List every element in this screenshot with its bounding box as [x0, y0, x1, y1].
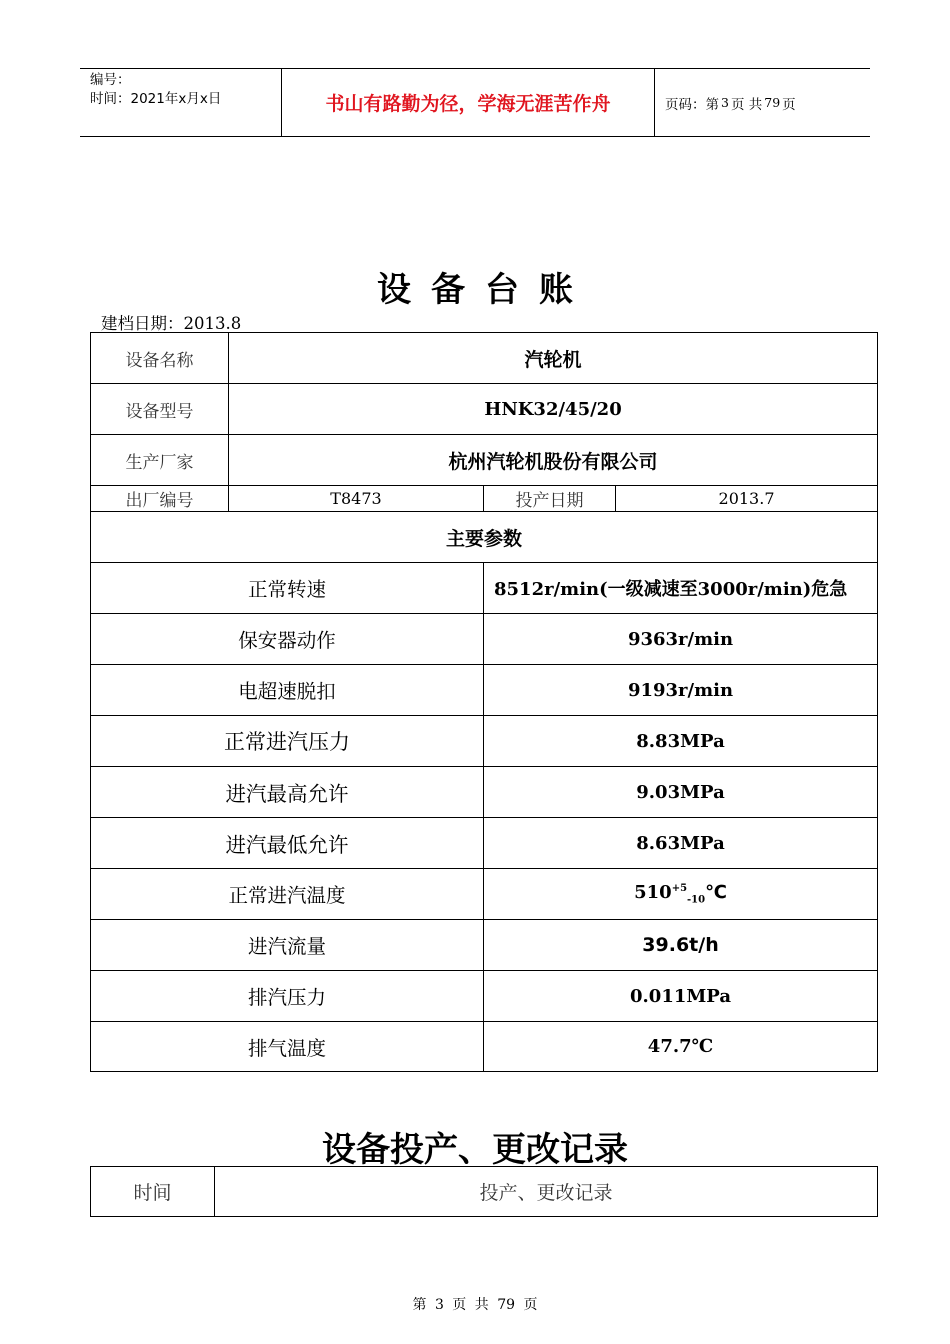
param-row [91, 818, 878, 869]
temp-unit: ℃ [705, 882, 727, 904]
param-value [484, 869, 878, 920]
param-label: 排汽压力 [91, 971, 484, 1022]
records-table [90, 1166, 878, 1217]
param-label: 排气温度 [91, 1022, 484, 1072]
records-col-record: 投产、更改记录 [215, 1167, 878, 1217]
param-label: 进汽最高允许 [91, 767, 484, 818]
temp-lower-tolerance: -10 [687, 894, 706, 906]
param-row [91, 1022, 878, 1072]
param-value: 39.6t/h [484, 920, 878, 971]
page-current: 3 [721, 95, 729, 110]
table-row [91, 486, 878, 512]
serial-value: T8473 [229, 486, 484, 512]
param-row [91, 971, 878, 1022]
param-value: 0.011MPa [484, 971, 878, 1022]
param-label: 保安器动作 [91, 614, 484, 665]
param-label: 正常进汽压力 [91, 716, 484, 767]
param-value: 9193r/min [484, 665, 878, 716]
commission-value: 2013.7 [616, 486, 878, 512]
page-header [80, 68, 870, 137]
header-page-info [665, 69, 796, 136]
model-value: HNK32/45/20 [229, 384, 878, 435]
archive-date: 建档日期：2013.8 [101, 314, 242, 333]
param-value: 47.7℃ [484, 1022, 878, 1072]
header-divider [654, 69, 655, 136]
commission-label: 投产日期 [484, 486, 616, 512]
table-header-row [91, 1167, 878, 1217]
name-value: 汽轮机 [229, 333, 878, 384]
page-prefix: 页码：第 [665, 96, 719, 113]
table-row [91, 333, 878, 384]
param-label: 正常进汽温度 [91, 869, 484, 920]
table-row [91, 435, 878, 486]
param-row [91, 665, 878, 716]
equipment-table [90, 332, 878, 1072]
param-row [91, 920, 878, 971]
serial-label: 出厂编号 [91, 486, 229, 512]
param-row [91, 563, 878, 614]
maker-value: 杭州汽轮机股份有限公司 [229, 435, 878, 486]
param-row [91, 869, 878, 920]
temp-upper-tolerance: +5 [671, 883, 688, 895]
header-time-label: 时间：2021年x月x日 [90, 91, 222, 107]
params-title: 主要参数 [91, 512, 878, 563]
maker-label: 生产厂家 [91, 435, 229, 486]
temp-base: 510 [634, 882, 672, 904]
table-row [91, 384, 878, 435]
table-row [91, 512, 878, 563]
records-title: 设备投产、更改记录 [322, 1130, 628, 1170]
param-value: 8512r/min(一级减速至3000r/min)危急 [484, 563, 878, 614]
page-title: 设备台账 [377, 270, 593, 310]
param-label: 进汽流量 [91, 920, 484, 971]
page-mid: 页 共 [730, 96, 763, 113]
param-value: 8.63MPa [484, 818, 878, 869]
param-value: 9.03MPa [484, 767, 878, 818]
param-label: 电超速脱扣 [91, 665, 484, 716]
page-footer: 第 3 页 共 79 页 [412, 1297, 538, 1313]
header-number-label: 编号： [90, 72, 131, 88]
param-value: 8.83MPa [484, 716, 878, 767]
param-row [91, 767, 878, 818]
records-col-time: 时间 [91, 1167, 215, 1217]
header-meta [90, 71, 280, 109]
param-label: 进汽最低允许 [91, 818, 484, 869]
param-label: 正常转速 [91, 563, 484, 614]
param-value: 9363r/min [484, 614, 878, 665]
param-row [91, 614, 878, 665]
header-motto: 书山有路勤为径，学海无涯苦作舟 [325, 93, 611, 115]
model-label: 设备型号 [91, 384, 229, 435]
page-suffix: 页 [782, 96, 796, 113]
param-row [91, 716, 878, 767]
page-total: 79 [764, 95, 781, 110]
name-label: 设备名称 [91, 333, 229, 384]
